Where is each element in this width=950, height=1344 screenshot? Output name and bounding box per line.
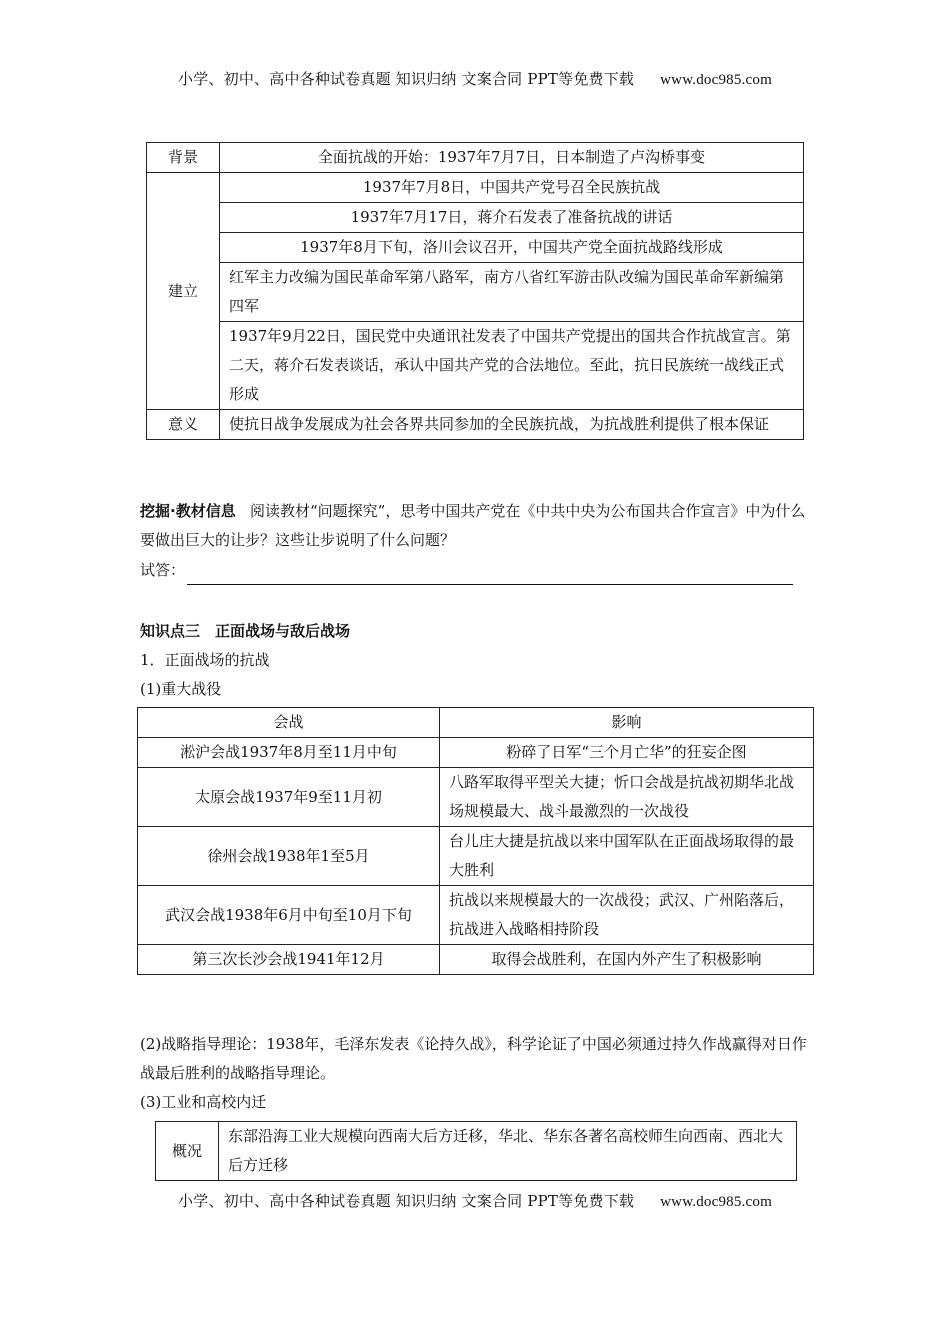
table-row xyxy=(138,945,814,975)
battle-cell: 武汉会战1938年6月中旬至10月下旬 xyxy=(138,886,440,945)
page-footer xyxy=(0,1190,950,1211)
row-content: 全面抗战的开始：1937年7月7日，日本制造了卢沟桥事变 xyxy=(220,143,804,173)
answer-line xyxy=(140,556,793,585)
answer-blank[interactable] xyxy=(187,566,793,585)
impact-cell: 台儿庄大捷是抗战以来中国军队在正面战场取得的最大胜利 xyxy=(440,827,814,886)
table-row xyxy=(147,203,804,233)
impact-cell: 粉碎了日军“三个月亡华”的狂妄企图 xyxy=(440,738,814,768)
row-content: 1937年7月17日，蒋介石发表了准备抗战的讲话 xyxy=(220,203,804,233)
textbook-question xyxy=(140,497,812,555)
table-row xyxy=(147,322,804,410)
battle-cell: 第三次长沙会战1941年12月 xyxy=(138,945,440,975)
row-label: 建立 xyxy=(147,173,220,410)
row-content: 东部沿海工业大规模向西南大后方迁移，华北、华东各著名高校师生向西南、西北大后方迁移 xyxy=(219,1122,797,1181)
table-row xyxy=(138,738,814,768)
impact-cell: 抗战以来规模最大的一次战役；武汉、广州陷落后，抗战进入战略相持阶段 xyxy=(440,886,814,945)
row-content: 红军主力改编为国民革命军第八路军，南方八省红军游击队改编为国民革命军新编第四军 xyxy=(220,263,804,322)
answer-label: 试答： xyxy=(140,561,186,579)
table-row xyxy=(138,886,814,945)
section-title: 知识点三 正面战场与敌后战场 xyxy=(140,622,351,640)
row-content: 1937年8月下旬，洛川会议召开，中国共产党全面抗战路线形成 xyxy=(220,233,804,263)
relocation-table xyxy=(155,1121,797,1181)
column-header: 影响 xyxy=(440,708,814,738)
table-header-row xyxy=(138,708,814,738)
battles-table xyxy=(137,707,814,975)
table-row xyxy=(147,173,804,203)
header-site: www.doc985.com xyxy=(660,72,772,88)
united-front-table xyxy=(146,142,804,440)
battle-cell: 徐州会战1938年1至5月 xyxy=(138,827,440,886)
impact-cell: 八路军取得平型关大捷；忻口会战是抗战初期华北战场规模最大、战斗最激烈的一次战役 xyxy=(440,768,814,827)
row-label: 背景 xyxy=(147,143,220,173)
strategy-paragraph: (2)战略指导理论：1938年，毛泽东发表《论持久战》，科学论证了中国必须通过持久作战赢得对日作战最后胜利的战略指导理论。 xyxy=(140,1035,807,1082)
table-row xyxy=(138,768,814,827)
page-header xyxy=(0,68,950,89)
row-content: 使抗日战争发展成为社会各界共同参加的全民族抗战，为抗战胜利提供了根本保证 xyxy=(220,410,804,440)
row-content: 1937年7月8日，中国共产党号召全民族抗战 xyxy=(220,173,804,203)
footer-text: 小学、初中、高中各种试卷真题 知识归纳 文案合同 PPT等免费下载 xyxy=(178,1192,635,1210)
header-text: 小学、初中、高中各种试卷真题 知识归纳 文案合同 PPT等免费下载 xyxy=(178,70,635,88)
battle-cell: 淞沪会战1937年8月至11月中旬 xyxy=(138,738,440,768)
subsection-title: 1．正面战场的抗战 xyxy=(140,651,270,669)
row-content: 1937年9月22日，国民党中央通讯社发表了中国共产党提出的国共合作抗战宣言。第二天，蒋介石发表谈话，承认中国共产党的合法地位。至此，抗日民族统一战线正式形成 xyxy=(220,322,804,410)
subsection-title: (1)重大战役 xyxy=(140,680,222,698)
table-row xyxy=(138,827,814,886)
table-row xyxy=(147,410,804,440)
row-label: 意义 xyxy=(147,410,220,440)
column-header: 会战 xyxy=(138,708,440,738)
question-title: 挖掘·教材信息 xyxy=(140,502,236,520)
row-label: 概况 xyxy=(156,1122,219,1181)
impact-cell: 取得会战胜利，在国内外产生了积极影响 xyxy=(440,945,814,975)
table-row xyxy=(147,263,804,322)
table-row xyxy=(156,1122,797,1181)
battle-cell: 太原会战1937年9至11月初 xyxy=(138,768,440,827)
table-row xyxy=(147,233,804,263)
table-row xyxy=(147,143,804,173)
subsection-title: (3)工业和高校内迁 xyxy=(140,1093,267,1111)
question-text: 阅读教材“问题探究”，思考中国共产党在《中共中央为公布国共合作宣言》中为什么要做出巨大的让步？这些让步说明了什么问题？ xyxy=(140,502,806,549)
footer-site: www.doc985.com xyxy=(660,1194,772,1210)
